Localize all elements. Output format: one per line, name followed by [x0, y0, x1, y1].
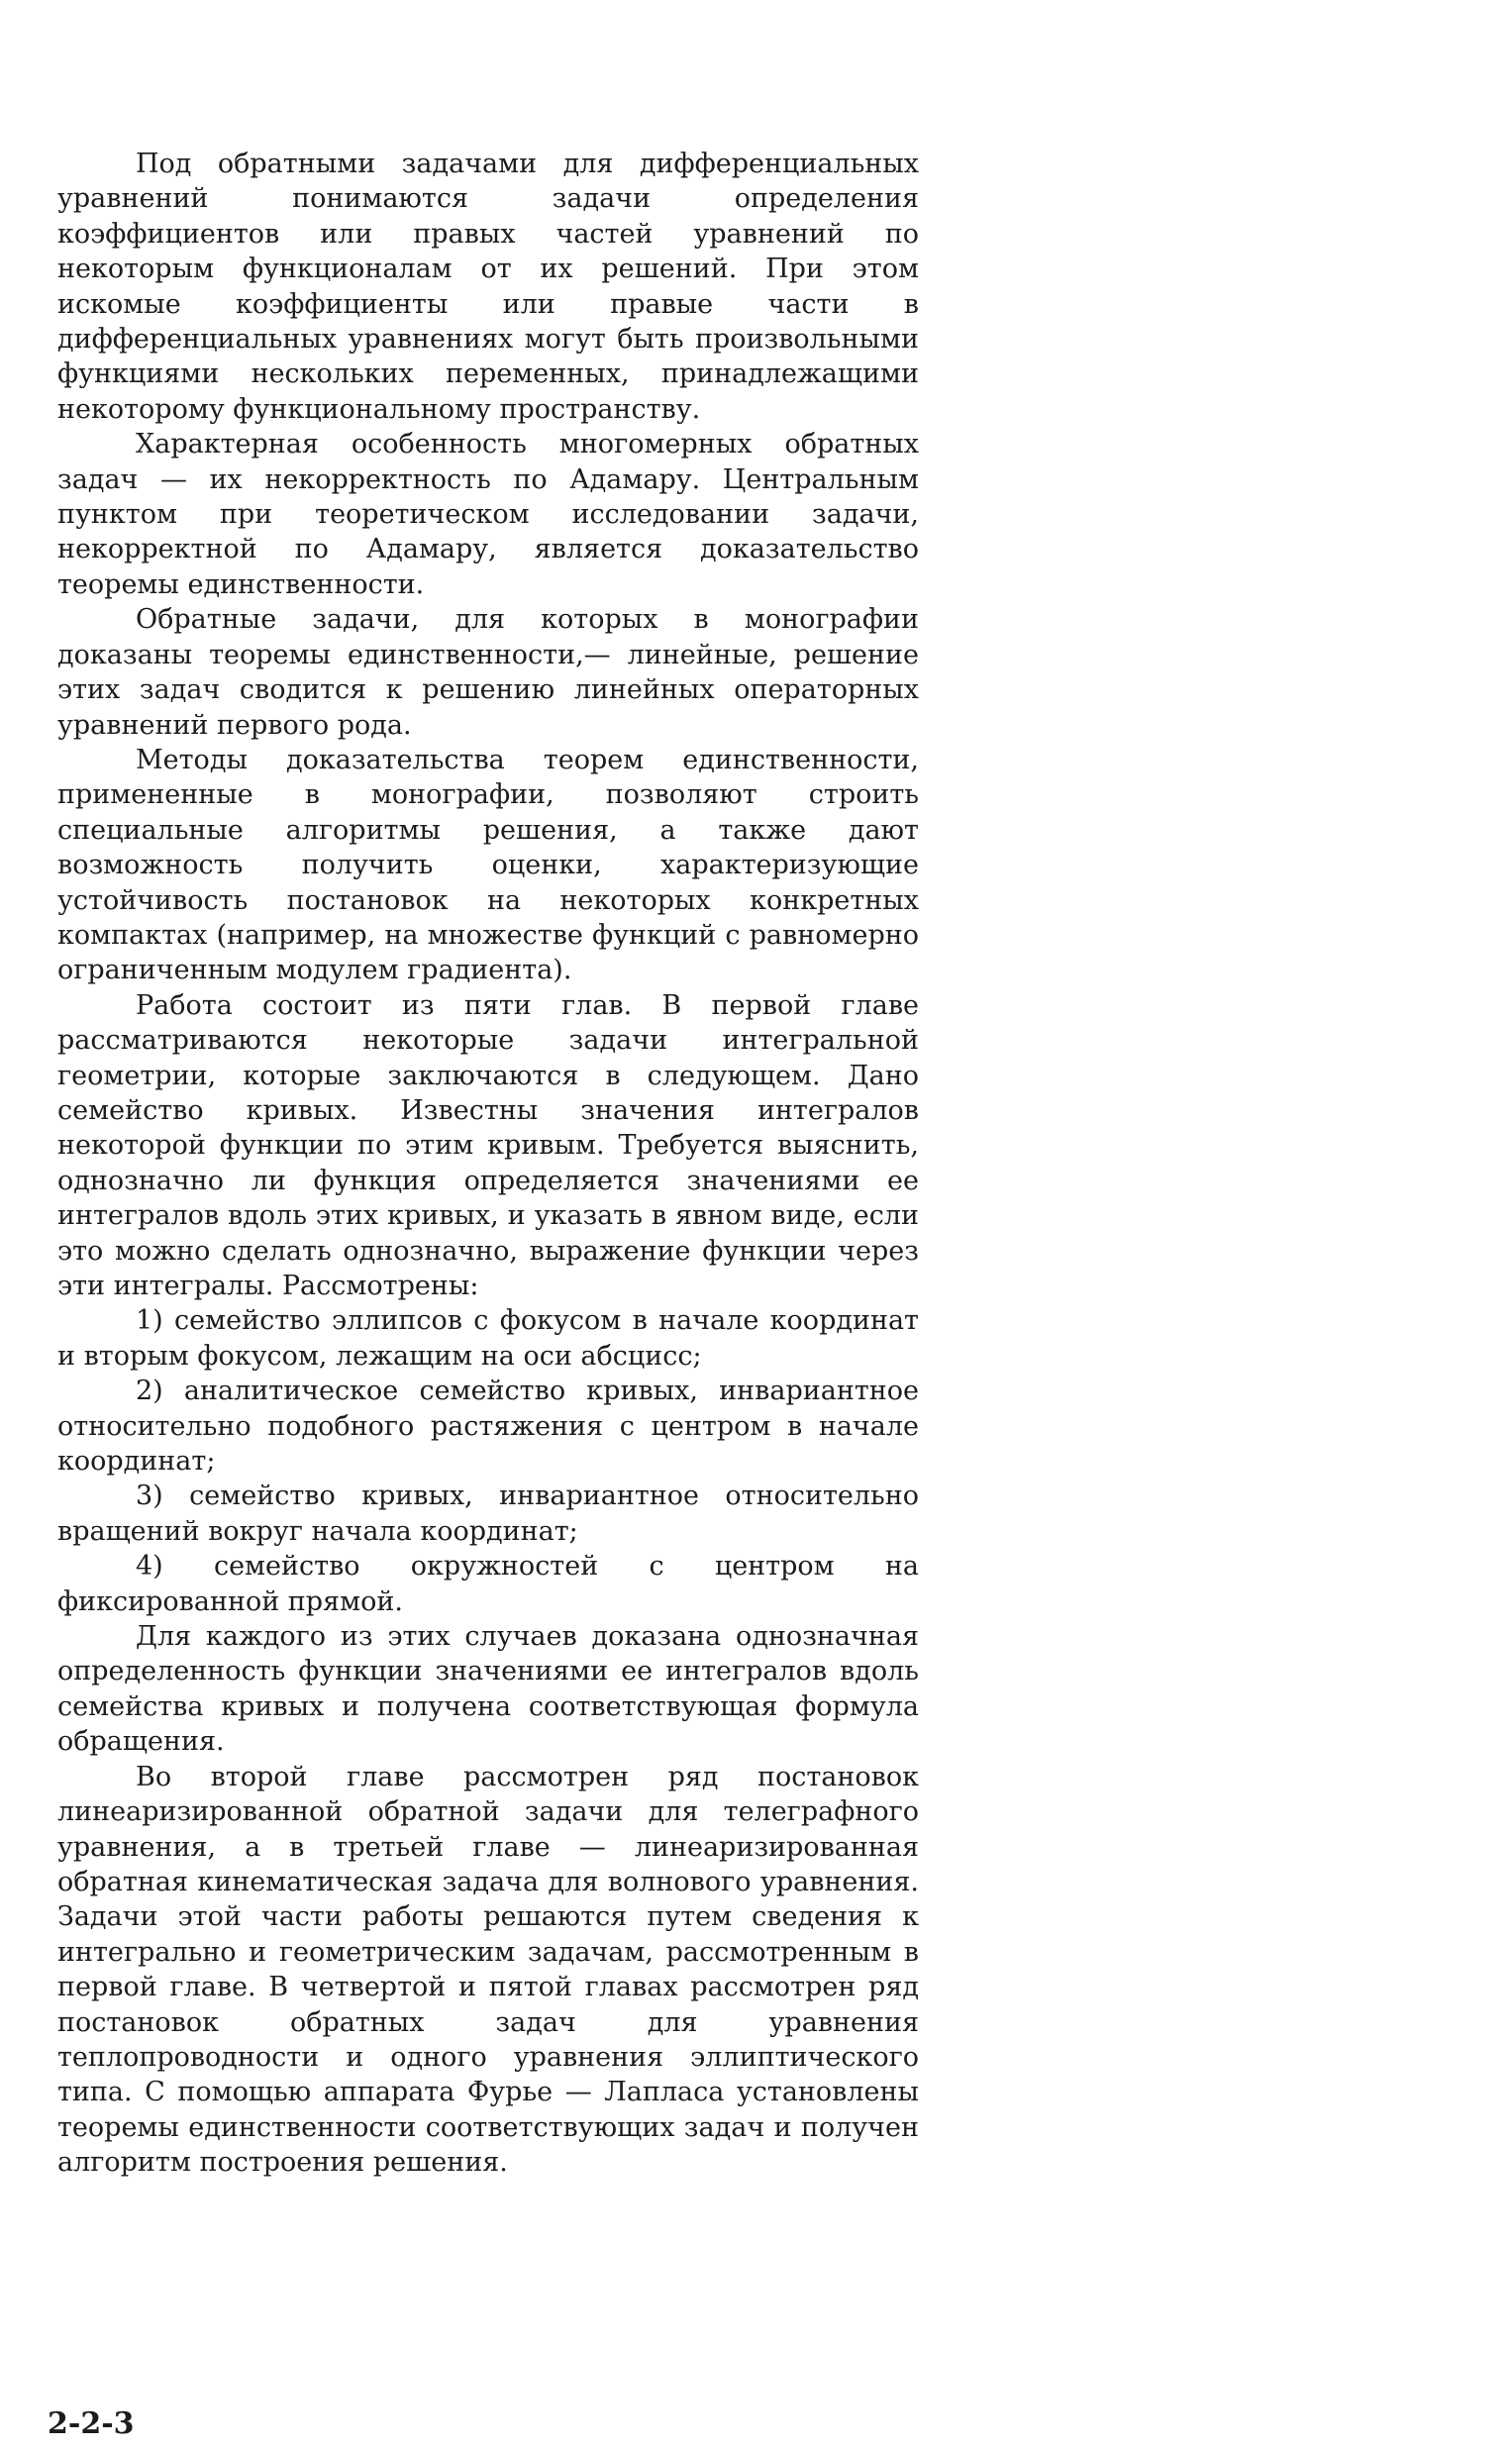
paragraph-linear-problems: Обратные задачи, для которых в монографии доказаны теоремы единственности,— линейные, решение этих задач сводится к решению линейных операторных уравнений первого рода.	[57, 604, 919, 741]
paragraph-ill-posedness: Характерная особенность многомерных обратных задач — их некорректность по Адамару. Центральным пунктом при теоретическом исследовании задачи, некорректной по Адамару, является доказательство теоремы единственности.	[57, 429, 919, 600]
paragraph-intro: Под обратными задачами для дифференциальных уравнений понимаются задачи определения коэффициентов или правых частей уравнений по некоторым функционалам от их решений. При этом искомые коэффициенты или правые части в дифференциальных уравнениях могут быть произвольными функциями нескольких переменных, принадлежащими некоторому функциональному пространству.	[57, 149, 919, 425]
paragraph-uniqueness: Для каждого из этих случаев доказана однозначная определенность функции значениями ее интегралов вдоль семейства кривых и получена соответствующая формула обращения.	[57, 1621, 919, 1758]
list-item-ellipses: 1) семейство эллипсов с фокусом в начале координат и вторым фокусом, лежащим на оси абсцисс;	[57, 1305, 919, 1372]
list-item-rotation-invariant: 3) семейство кривых, инвариантное относительно вращений вокруг начала координат;	[57, 1481, 919, 1547]
page-body	[57, 147, 919, 2181]
paragraph-chapter-one: Работа состоит из пяти глав. В первой главе рассматриваются некоторые задачи интегральной геометрии, которые заключаются в следующем. Дано семейство кривых. Известны значения интегралов некоторой функции по этим кривым. Требуется выяснить, однозначно ли функция определяется значениями ее интегралов вдоль этих кривых, и указать в явном виде, если это можно сделать однозначно, выражение функции через эти интегралы. Рассмотрены:	[57, 989, 919, 1301]
paragraph-methods: Методы доказательства теорем единственности, примененные в монографии, позволяют строить специальные алгоритмы решения, а также дают возможность получить оценки, характеризующие устойчивость постановок на некоторых конкретных компактах (например, на множестве функций с равномерно ограниченным модулем градиента).	[57, 744, 919, 986]
paragraph-later-chapters: Во второй главе рассмотрен ряд постановок линеаризированной обратной задачи для телеграфного уравнения, а в третьей главе — линеаризированная обратная кинематическая задача для волнового уравнения. Задачи этой части работы решаются путем сведения к интегрально и геометрическим задачам, рассмотренным в первой главе. В четвертой и пятой главах рассмотрен ряд постановок обратных задач для уравнения теплопроводности и одного уравнения эллиптического типа. С помощью аппарата Фурье — Лапласа установлены теоремы единственности соответствующих задач и получен алгоритм построения решения.	[57, 1761, 919, 2179]
signature-mark: 2-2-3	[48, 2406, 135, 2441]
list-item-analytic-family: 2) аналитическое семейство кривых, инвариантное относительно подобного растяжения с центром в начале координат;	[57, 1376, 919, 1478]
list-item-circles: 4) семейство окружностей с центром на фиксированной прямой.	[57, 1551, 919, 1617]
